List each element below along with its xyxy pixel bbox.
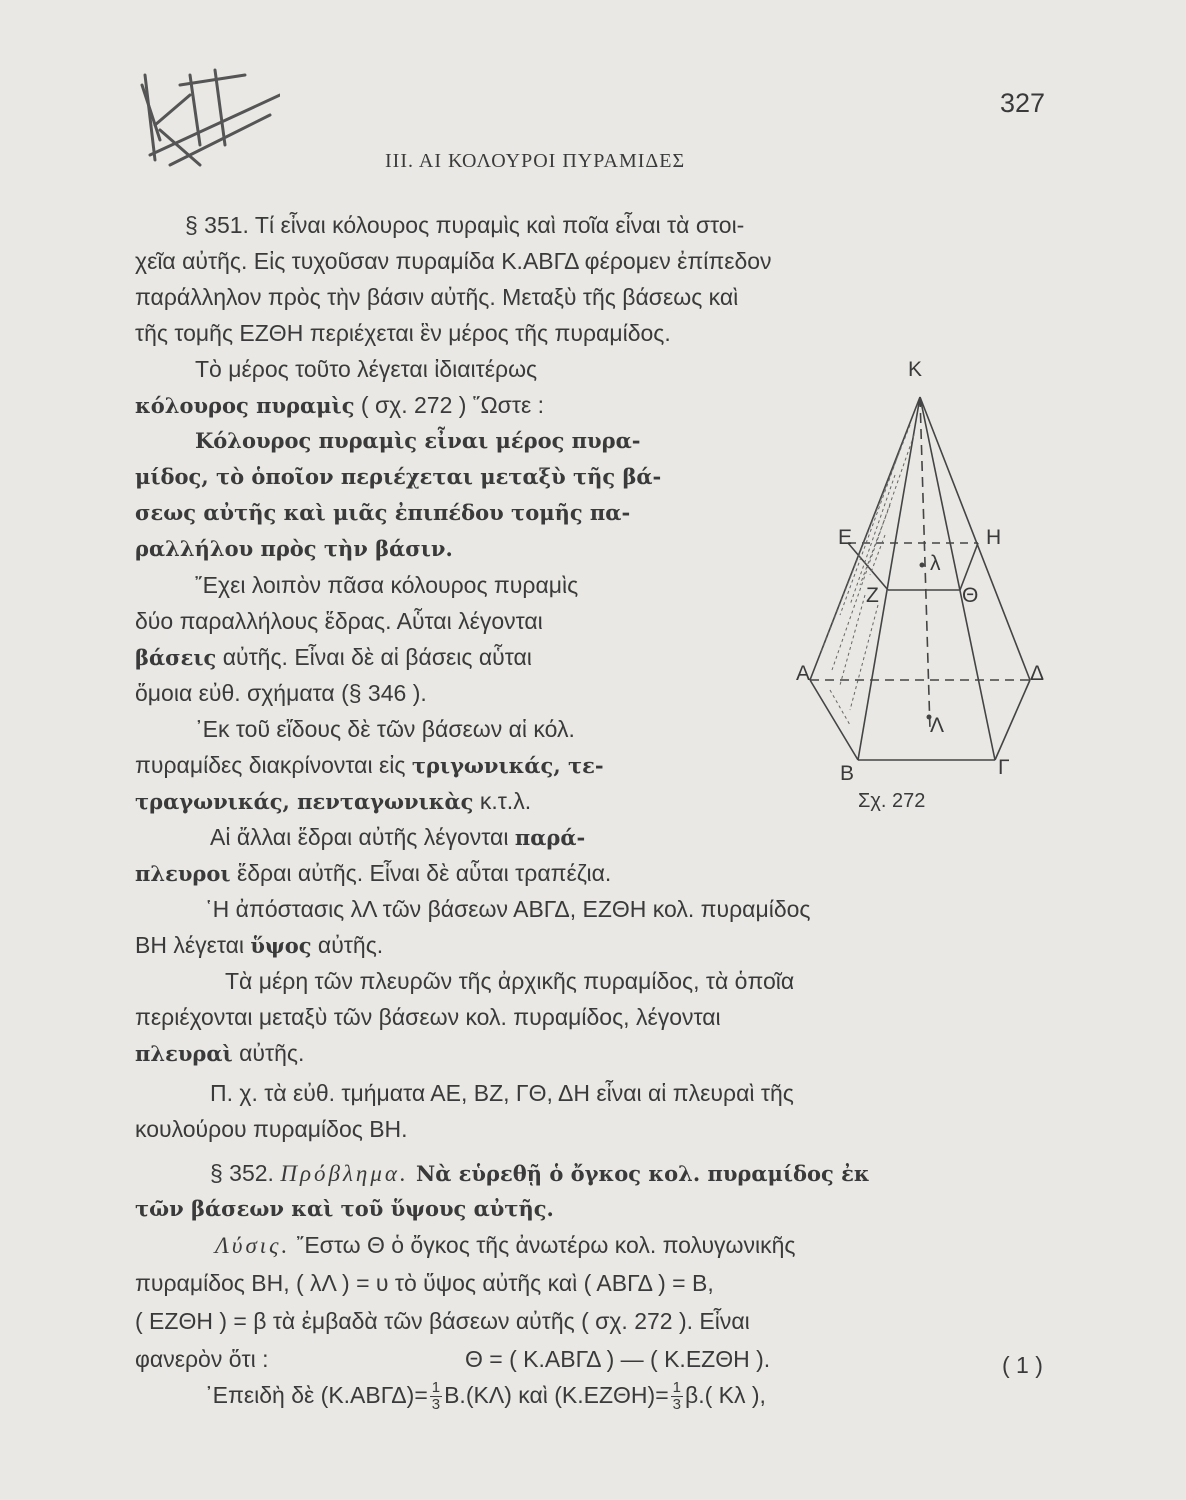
- text-line: Τὸ μέρος τοῦτο λέγεται ἰδιαιτέρως: [195, 356, 538, 382]
- problem-heading: [210, 1158, 870, 1189]
- text-line: δύο παραλλήλους ἕδρας. Αὗται λέγονται: [135, 608, 543, 634]
- label-D: Δ: [1030, 662, 1045, 685]
- problem-heading-cont: τῶν βάσεων καὶ τοῦ ὕψους αὐτῆς.: [135, 1196, 554, 1221]
- text-span: ᾿Επειδὴ δὲ (Κ.ΑΒΓΔ)=: [205, 1382, 428, 1408]
- definition-line: ραλλήλου πρὸς τὴν βάσιν.: [135, 536, 453, 561]
- text-line: [135, 786, 531, 817]
- bold-term: βάσεις: [135, 645, 217, 670]
- text-line: τῆς τομῆς ΕΖΘΗ περιέχεται ἓν μέρος τῆς πυραμίδος.: [135, 320, 671, 346]
- definition-line: Κόλουρος πυραμὶς εἶναι μέρος πυρα-: [195, 428, 641, 453]
- bold-term: ὕψος: [250, 933, 312, 958]
- text-line: ᾿Εκ τοῦ εἴδους δὲ τῶν βάσεων αἱ κόλ.: [195, 716, 575, 742]
- handwritten-stamp-mark: [130, 55, 280, 175]
- fraction-numerator: 1: [431, 1379, 441, 1397]
- fraction-numerator: 1: [672, 1379, 681, 1397]
- text-line: Π. χ. τὰ εὐθ. τμήματα ΑΕ, ΒΖ, ΓΘ, ΔΗ εἶναι αἱ πλευραὶ τῆς: [210, 1080, 794, 1106]
- definition-line: μίδος, τὸ ὁποῖον περιέχεται μεταξὺ τῆς βά-: [135, 464, 662, 489]
- fraction: [430, 1380, 442, 1413]
- equation-line: [205, 1380, 766, 1413]
- text-line: [135, 930, 383, 961]
- figure-272-pyramid: [790, 355, 1050, 785]
- text-span: ἕδραι αὐτῆς. Εἶναι δὲ αὗται τραπέζια.: [230, 860, 612, 886]
- edge-AB: [810, 680, 858, 760]
- label-Theta: Θ: [962, 584, 979, 607]
- text-line: Τὰ μέρη τῶν πλευρῶν τῆς ἀρχικῆς πυραμίδος, τὰ ὁποῖα: [225, 968, 795, 994]
- text-span: πυραμίδες διακρίνονται εἰς: [135, 752, 412, 778]
- text-line: κουλούρου πυραμίδος ΒΗ.: [135, 1116, 408, 1142]
- text-span: αὐτῆς. Εἶναι δὲ αἱ βάσεις αὗται: [216, 644, 532, 670]
- bold-term: κόλουρος πυραμὶς: [135, 393, 355, 418]
- label-E: Ε: [838, 526, 853, 549]
- bold-term: τραγωνικάς, πενταγωνικὰς: [135, 789, 474, 814]
- fraction-denominator: 3: [431, 1396, 441, 1414]
- bold-term: πλευροι: [135, 861, 231, 886]
- point-lam: [920, 563, 925, 568]
- bold-term: πλευραὶ: [135, 1041, 233, 1066]
- text-line: ὅμοια εὐθ. σχήματα (§ 346 ).: [135, 680, 427, 706]
- edge-KG: [920, 397, 995, 760]
- label-Lambda: Λ: [930, 714, 945, 737]
- label-Z: Ζ: [866, 584, 879, 607]
- text-line: ῎Εχει λοιπὸν πᾶσα κόλουρος πυραμὶς: [195, 572, 579, 598]
- edge-KD: [920, 397, 1030, 680]
- text-span: ( σχ. 272 ) ῞Ωστε :: [354, 392, 544, 418]
- text-span: β.( Κλ ),: [684, 1382, 766, 1408]
- text-span: αὐτῆς.: [232, 1040, 305, 1066]
- text-line: [215, 1230, 795, 1261]
- label-K: Κ: [908, 358, 923, 381]
- page-number: 327: [1000, 88, 1046, 118]
- text-line: § 351. Τί εἶναι κόλουρος πυραμὶς καὶ ποῖα εἶναι τὰ στοι-: [185, 212, 745, 238]
- edge-GD: [995, 680, 1030, 760]
- text-line: [135, 1038, 304, 1069]
- edge-ThH: [960, 543, 978, 590]
- equation-number: ( 1 ): [1002, 1352, 1043, 1378]
- figure-caption: Σχ. 272: [858, 790, 926, 812]
- fraction: [671, 1380, 683, 1413]
- text-span: ῎Εστω Θ ὁ ὄγκος τῆς ἀνωτέρω κολ. πολυγωνικῆς: [290, 1232, 796, 1258]
- text-line: [135, 858, 611, 889]
- equation: Θ = ( Κ.ΑΒΓΔ ) — ( Κ.ΕΖΘΗ ).: [465, 1346, 771, 1372]
- definition-line: σεως αὐτῆς καὶ μιᾶς ἐπιπέδου τομῆς πα-: [135, 500, 631, 525]
- solution-label: Λύσις.: [215, 1233, 291, 1258]
- text-line: χεῖα αὐτῆς. Εἰς τυχοῦσαν πυραμίδα Κ.ΑΒΓΔ φέρομεν ἐπίπεδον: [135, 248, 772, 274]
- label-G: Γ: [998, 756, 1010, 779]
- bold-term: Νὰ εὑρεθῇ ὁ ὄγκος κολ. πυραμίδος ἐκ: [408, 1161, 870, 1186]
- problem-label: Πρόβλημα.: [280, 1161, 409, 1186]
- text-span: ΒΗ λέγεται: [135, 932, 251, 958]
- edge-KB: [858, 397, 920, 760]
- bold-term: τριγωνικάς, τε-: [411, 753, 604, 778]
- text-span: Αἱ ἄλλαι ἕδραι αὐτῆς λέγονται: [210, 824, 515, 850]
- text-line: φανερὸν ὅτι :: [135, 1346, 269, 1372]
- label-H: Η: [986, 526, 1002, 549]
- text-line: [135, 642, 532, 673]
- text-line: περιέχονται μεταξὺ τῶν βάσεων κολ. πυραμίδος, λέγονται: [135, 1004, 721, 1030]
- text-span: αὐτῆς.: [311, 932, 384, 958]
- label-A: Α: [796, 662, 811, 685]
- text-line: πυραμίδος ΒΗ, ( λΛ ) = υ τὸ ὕψος αὐτῆς καὶ ( ΑΒΓΔ ) = Β,: [135, 1270, 714, 1296]
- text-line: ῾Η ἀπόστασις λΛ τῶν βάσεων ΑΒΓΔ, ΕΖΘΗ κολ. πυραμίδος: [205, 896, 811, 922]
- text-line: παράλληλον πρὸς τὴν βάσιν αὐτῆς. Μεταξὺ τῆς βάσεως καὶ: [135, 284, 739, 310]
- label-B: Β: [840, 762, 855, 785]
- section-title: ΙΙΙ. ΑΙ ΚΟΛΟΥΡΟΙ ΠΥΡΑΜΙΔΕΣ: [385, 150, 686, 172]
- text-span: Β.(ΚΛ) καὶ (Κ.ΕΖΘΗ)=: [444, 1382, 669, 1408]
- text-line: [135, 750, 604, 781]
- text-line: ( ΕΖΘΗ ) = β τὰ ἐμβαδὰ τῶν βάσεων αὐτῆς ( σχ. 272 ). Εἶναι: [135, 1308, 750, 1334]
- text-line: [135, 390, 544, 421]
- section-number: § 352.: [210, 1160, 281, 1186]
- text-line: [210, 822, 585, 853]
- fraction-denominator: 3: [672, 1396, 681, 1414]
- bold-term: παρά-: [514, 825, 586, 850]
- text-span: κ.τ.λ.: [473, 788, 532, 814]
- label-lambda: λ: [930, 552, 941, 575]
